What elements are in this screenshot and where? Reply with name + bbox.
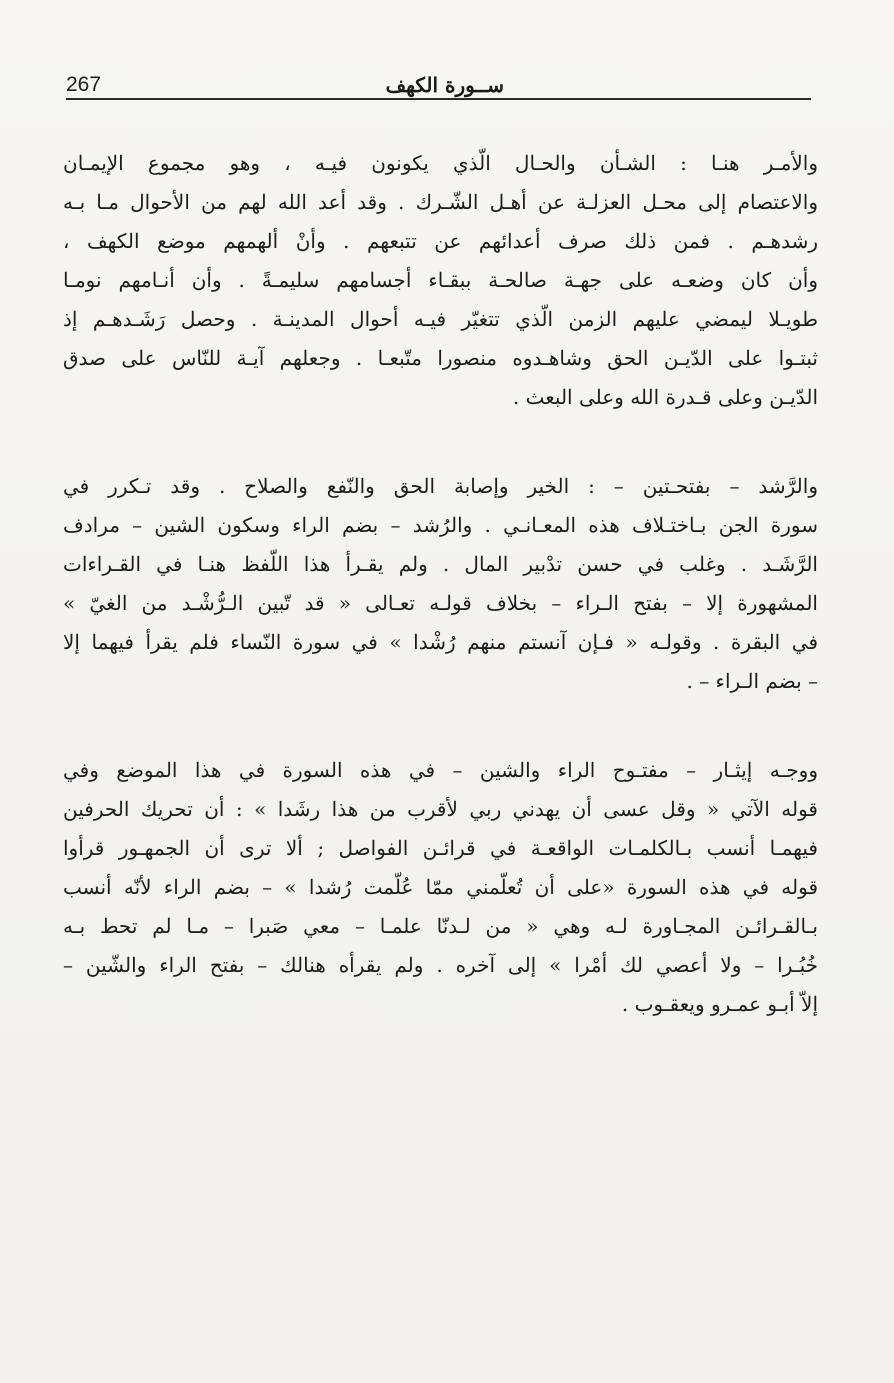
text-line: والأمـر هنـا : الشـأن والحـال الّذي يكونون فيـه ، وهو مجموع الإيمـان bbox=[63, 151, 818, 175]
text-line: خُبُـرا – ولا أعصي لك أمْرا » إلى آخره . ولم يقرأه هنالك – بفتح الراء والشّين – bbox=[63, 953, 818, 977]
text-line: الرَّشَـد . وغلب في حسن تدْبير المال . ولم يقـرأ هذا اللّفظ هنـا في القـراءات bbox=[63, 552, 818, 576]
page-number: 267 bbox=[66, 73, 102, 96]
text-line: سورة الجن بـاختـلاف هذه المعـانـي . والرُشد – بضم الراء وسكون الشين – مرادف bbox=[63, 513, 818, 537]
text-line: المشهورة إلا – بفتح الـراء – بخلاف قولـه تعـالى « قد تّبين الـرُّشْـد من الغيّ » bbox=[63, 591, 818, 615]
paragraph bbox=[63, 751, 818, 1024]
text-line: بـالقـرائـن المجـاورة لـه وهي « من لـدنّا علمـا – معي صَبرا – مـا لم تحط بـه bbox=[63, 914, 818, 938]
text-line: إلاّ أبـو عمـرو ويعقـوب . bbox=[621, 992, 818, 1016]
text-line: قوله الآتي « وقل عسى أن يهدني ربي لأقرب من هذا رشَدا » : أن تحريك الحرفين bbox=[63, 797, 818, 821]
text-line: والاعتصام إلى محـل العزلـة عن أهـل الشّـرك . وقد أعد الله لهم من الأحوال مـا بـه bbox=[63, 190, 818, 214]
text-line: قوله في هذه السورة «على أن تُعلّمني ممّا عُلّمت رُشدا » – بضم الراء لأنّه أنسب bbox=[63, 875, 818, 899]
text-line: فيهمـا أنسب بـالكلمـات الواقعـة في قرائـن الفواصل ; ألا ترى أن الجمهـور قرأوا bbox=[63, 836, 818, 860]
text-line: طويـلا ليمضي عليهم الزمن الّذي تتغيّر فيـه أحوال المدينـة . وحصل رَشَـدهـم إذ bbox=[63, 307, 818, 331]
text-line: وأن كان وضعـه على جهـة صالحـة ببقـاء أجسامهم سليمـةً . وأن أنـامهم نومـا bbox=[63, 268, 818, 292]
text-line: ووجـه إيثـار – مفتـوح الراء والشين – في هذه السورة في هذا الموضع وفي bbox=[63, 758, 818, 782]
text-line: في البقرة . وقولـه « فـإن آنستم منهم رُشْدا » في سورة النّساء فلم يقرأ فيهما إلا bbox=[63, 630, 818, 654]
paragraph bbox=[63, 467, 818, 701]
page-header bbox=[66, 72, 810, 100]
text-line: والرَّشد – بفتحـتين – : الخير وإصابة الحق والنّفع والصلاح . وقد تـكرر في bbox=[63, 474, 818, 498]
text-line: رشدهـم . فمن ذلك صرف أعدائهم عن تتبعهم . وأنْ ألهمهم موضع الكهف ، bbox=[63, 229, 818, 253]
text-line: الدّيـن وعلى قـدرة الله وعلى البعث . bbox=[512, 385, 818, 409]
running-title: ســورة الكهف bbox=[385, 73, 504, 97]
header-rule bbox=[66, 98, 811, 100]
text-line: ثبتـوا على الدّيـن الحق وشاهـدوه منصورا متّبعـا . وجعلهم آيـة للنّاس على صدق bbox=[63, 346, 818, 370]
paragraph bbox=[63, 144, 818, 417]
text-line: – بضم الـراء – . bbox=[686, 669, 818, 693]
